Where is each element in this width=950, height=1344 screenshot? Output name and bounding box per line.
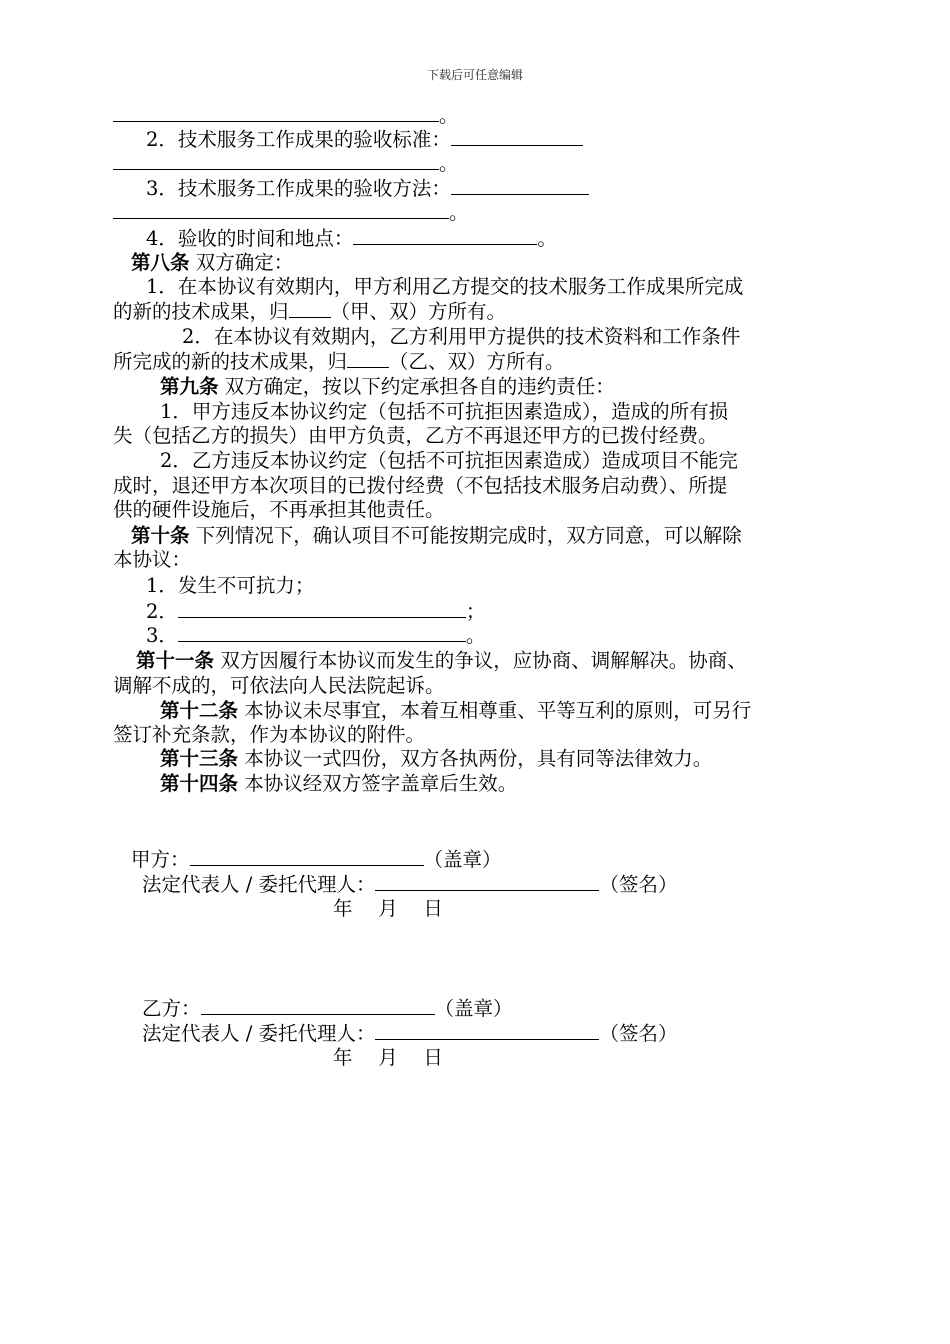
article-9-p1b: 失（包括乙方的损失）由甲方负责，乙方不再退还甲方的已拨付经费。 xyxy=(113,424,718,447)
fill-blank[interactable] xyxy=(178,598,466,618)
fill-blank[interactable] xyxy=(113,150,439,170)
fill-blank[interactable] xyxy=(113,199,449,219)
fill-blank[interactable] xyxy=(113,102,439,122)
party-a-rep-line: 法定代表人 / 委托代理人： （签名） xyxy=(142,873,678,896)
fill-blank[interactable] xyxy=(451,126,583,146)
acceptance-standard-line: 2．技术服务工作成果的验收标准： xyxy=(146,126,583,153)
article-9-p2b: 成时，退还甲方本次项目的已拨付经费（不包括技术服务启动费）、所提 xyxy=(113,474,728,497)
party-a-line: 甲方： （盖章） xyxy=(131,848,502,871)
blank-line-3: 。 xyxy=(113,150,459,177)
article-12-cont: 签订补充条款，作为本协议的附件。 xyxy=(113,723,426,746)
article-8-p2a: 2．在本协议有效期内，乙方利用甲方提供的技术资料和工作条件 xyxy=(182,325,741,348)
fill-blank[interactable] xyxy=(347,348,389,368)
article-10-item-1: 1．发生不可抗力； xyxy=(146,574,315,597)
article-12-heading: 第十二条 本协议未尽事宜，本着互相尊重、平等互利的原则，可另行 xyxy=(160,699,752,722)
party-b-rep-field[interactable] xyxy=(375,1020,599,1040)
blank-line-5: 。 xyxy=(113,199,469,226)
blank-line-1: 。 xyxy=(113,102,459,129)
article-10-item-2: 2． ； xyxy=(146,600,486,623)
acceptance-time-place-line: 4．验收的时间和地点： 。 xyxy=(146,227,557,250)
article-11-cont: 调解不成的，可依法向人民法院起诉。 xyxy=(113,674,445,697)
article-11-heading: 第十一条 双方因履行本协议而发生的争议，应协商、调解解决。协商、 xyxy=(136,649,747,672)
article-8-p2b: 所完成的新的技术成果，归 （乙、双）方所有。 xyxy=(113,350,565,373)
article-8-p1b: 的新的技术成果，归 （甲、双）方所有。 xyxy=(113,300,507,323)
article-8-p1a: 1．在本协议有效期内，甲方利用乙方提交的技术服务工作成果所完成 xyxy=(146,275,744,298)
article-13-heading: 第十三条 本协议一式四份，双方各执两份，具有同等法律效力。 xyxy=(160,747,713,770)
acceptance-method-line: 3．技术服务工作成果的验收方法： xyxy=(146,175,589,202)
fill-blank[interactable] xyxy=(178,622,466,642)
article-9-p1a: 1．甲方违反本协议约定（包括不可抗拒因素造成），造成的所有损 xyxy=(160,400,729,423)
article-8-heading: 第八条 双方确定： xyxy=(131,251,294,274)
article-10-item-3: 3． 。 xyxy=(146,624,486,647)
article-14-heading: 第十四条 本协议经双方签字盖章后生效。 xyxy=(160,772,518,795)
party-b-line: 乙方： （盖章） xyxy=(142,997,513,1020)
page-header: 下载后可任意编辑 xyxy=(426,68,523,82)
article-9-p2c: 供的硬件设施后，不再承担其他责任。 xyxy=(113,498,445,521)
fill-blank[interactable] xyxy=(289,298,331,318)
article-9-p2a: 2．乙方违反本协议约定（包括不可抗拒因素造成）造成项目不能完 xyxy=(160,449,738,472)
party-a-rep-field[interactable] xyxy=(375,871,599,891)
party-b-date: 年 月 日 xyxy=(333,1046,443,1069)
article-10-heading: 第十条 下列情况下，确认项目不可能按期完成时，双方同意，可以解除 xyxy=(131,524,742,547)
party-a-date: 年 月 日 xyxy=(333,897,443,920)
fill-blank[interactable] xyxy=(353,225,537,245)
party-b-rep-line: 法定代表人 / 委托代理人： （签名） xyxy=(142,1022,678,1045)
party-a-name-field[interactable] xyxy=(190,846,424,866)
party-b-name-field[interactable] xyxy=(201,995,435,1015)
article-10-cont: 本协议： xyxy=(113,548,192,571)
fill-blank[interactable] xyxy=(451,175,589,195)
article-9-heading: 第九条 双方确定，按以下约定承担各自的违约责任： xyxy=(160,375,615,398)
